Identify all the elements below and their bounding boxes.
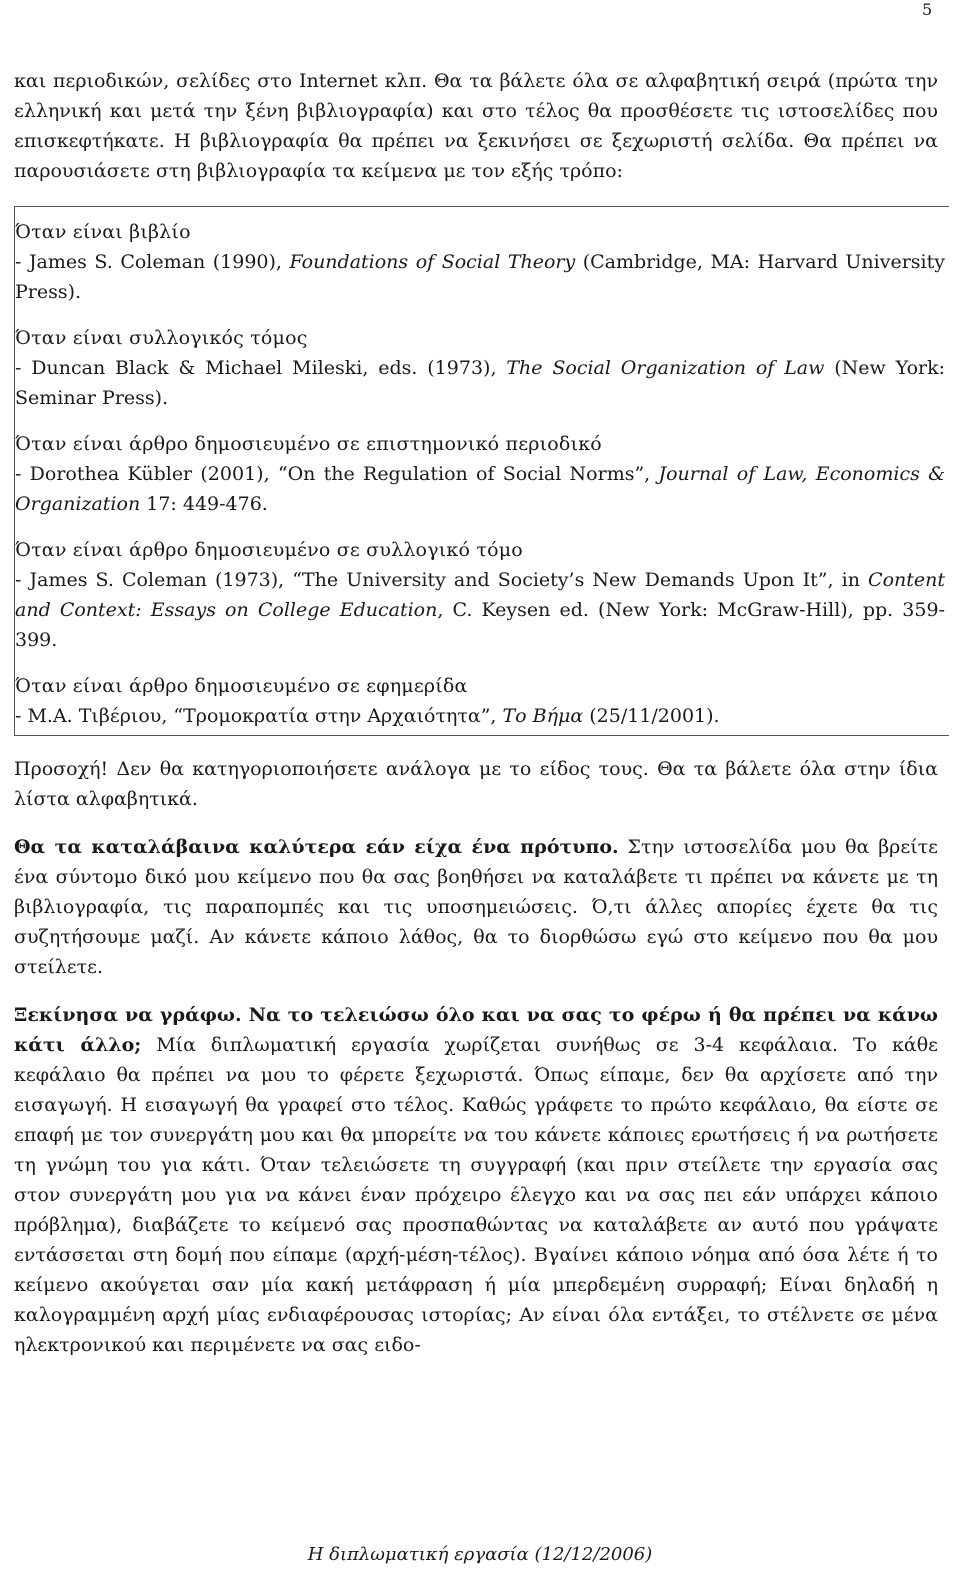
example-title: Όταν είναι άρθρο δημοσιευμένο σε εφημερίδα [15,675,468,697]
citation-text: - James S. Coleman (1990), [15,251,290,273]
citation-italic-title: Content and Context: Essays on College Education [15,569,945,621]
example-chapter [15,519,949,655]
template-paragraph [14,832,938,982]
citation-text: - James S. Coleman (1973), “The University and Society’s New Demands Upon It”, in [15,569,869,591]
example-citation [15,247,949,307]
citation-italic-title: Journal of Law, Economics & Organization [15,463,945,515]
page-footer: Η διπλωματική εργασία (12/12/2006) [307,1544,653,1565]
citation-text: (New York: Seminar Press). [15,357,945,409]
writing-answer: Μία διπλωματική εργασία χωρίζεται συνήθως σε 3-4 κεφάλαια. Το κάθε κεφάλαιο θα πρέπει να μου το φέρετε ξεχωριστά. Όπως είπαμε, δεν θα αρχίσετε από την εισαγωγή. Η εισαγωγή θα γραφεί στο τέλος. Καθώς γράφετε το πρώτο κεφάλαιο, θα είστε σε επαφή με τον συνεργάτη μου και θα μπορείτε να του κάνετε κάποιες ερωτήσεις ή να ρωτήσετε τη γνώμη του για κάτι. Όταν τελειώσετε τη συγγραφή (και πριν στείλετε την εργασία σας στον συνεργάτη μου για να κάνει έναν πρόχειρο έλεγχο και να σας πει εάν υπάρχει κάποιο πρόβλημα), διαβάζετε το κείμενό σας προσπαθώντας να καταλάβετε αν αυτό που γράψατε εντάσσεται στη δομή που είπαμε (αρχή-μέση-τέλος). Βγαίνει κάποιο νόημα από όσα λέτε ή το κείμενο ακούγεται σαν μία κακή μετάφραση ή μία μπερδεμένη συρραφή; Είναι δηλαδή η καλογραμμένη αρχή μίας ενδιαφέρουσας ιστορίας; Αν είναι όλα εντάξει, το στέλνετε σε μένα ηλεκτρονικού και περιμένετε να σας ειδο- [14,1034,938,1356]
writing-question: Ξεκίνησα να γράφω. Να το τελειώσω όλο και να σας το φέρω ή θα πρέπει να κάνω κάτι άλλο; [14,1004,938,1056]
template-answer: Στην ιστοσελίδα μου θα βρείτε ένα σύντομο δικό μου κείμενο που θα σας βοηθήσει να καταλάβετε τι πρέπει να κάνετε με τη βιβλιογραφία, τις παραπομπές και τις υποσημειώσεις. Ό,τι άλλες απορίες έχετε θα τις συζητήσουμε μαζί. Αν κάνετε κάποιο λάθος, θα το διορθώσω εγώ στο κείμενο που θα μου στείλετε. [14,836,939,978]
citation-text: 17: 449-476. [140,493,268,515]
citation-text: - Duncan Black & Michael Mileski, eds. (1973), [15,357,507,379]
intro-paragraph: και περιοδικών, σελίδες στο Internet κλπ. Θα τα βάλετε όλα σε αλφαβητική σειρά (πρώτα την ελληνική και μετά την ξένη βιβλιογραφία) και στο τέλος θα προσθέσετε τις ιστοσελίδες που επισκεφτήκατε. Η βιβλιογραφία θα πρέπει να ξεκινήσει σε ξεχωριστή σελίδα. Θα πρέπει να παρουσιάσετε στη βιβλιογραφία τα κείμενα με τον εξής τρόπο: [14,70,938,182]
example-edited-volume [15,307,949,413]
citation-text: (Cambridge, MA: Harvard University Press). [15,251,945,303]
example-title: Όταν είναι βιβλίο [15,221,191,243]
citation-italic-title: Το Βήμα [502,705,584,727]
citation-text: - Dorothea Kübler (2001), “On the Regulation of Social Norms”, [15,463,659,485]
example-citation [15,459,949,519]
example-title: Όταν είναι άρθρο δημοσιευμένο σε επιστημονικό περιοδικό [15,433,602,455]
citation-italic-title: Foundations of Social Theory [289,251,576,273]
citation-text: - Μ.Α. Τιβέριου, “Τρομοκρατία στην Αρχαιότητα”, [15,705,503,727]
template-question: Θα τα καταλάβαινα καλύτερα εάν είχα ένα πρότυπο. [14,836,619,858]
example-book [15,207,949,307]
bibliography-examples-box [14,206,949,736]
citation-italic-title: The Social Organization of Law [506,357,825,379]
example-newspaper [15,655,949,731]
example-citation [15,565,949,655]
example-title: Όταν είναι άρθρο δημοσιευμένο σε συλλογικό τόμο [15,539,523,561]
attention-paragraph: Προσοχή! Δεν θα κατηγοριοποιήσετε ανάλογα με το είδος τους. Θα τα βάλετε όλα στην ίδια λίστα αλφαβητικά. [14,758,938,810]
page-number: 5 [922,0,933,19]
citation-text: , C. Keysen ed. (New York: McGraw-Hill), pp. 359-399. [15,599,945,651]
example-title: Όταν είναι συλλογικός τόμος [15,327,308,349]
citation-text: (25/11/2001). [583,705,720,727]
example-journal-article [15,413,949,519]
example-citation [15,353,949,413]
example-citation [15,701,949,731]
writing-paragraph [14,1000,938,1360]
document-body [14,66,945,1360]
